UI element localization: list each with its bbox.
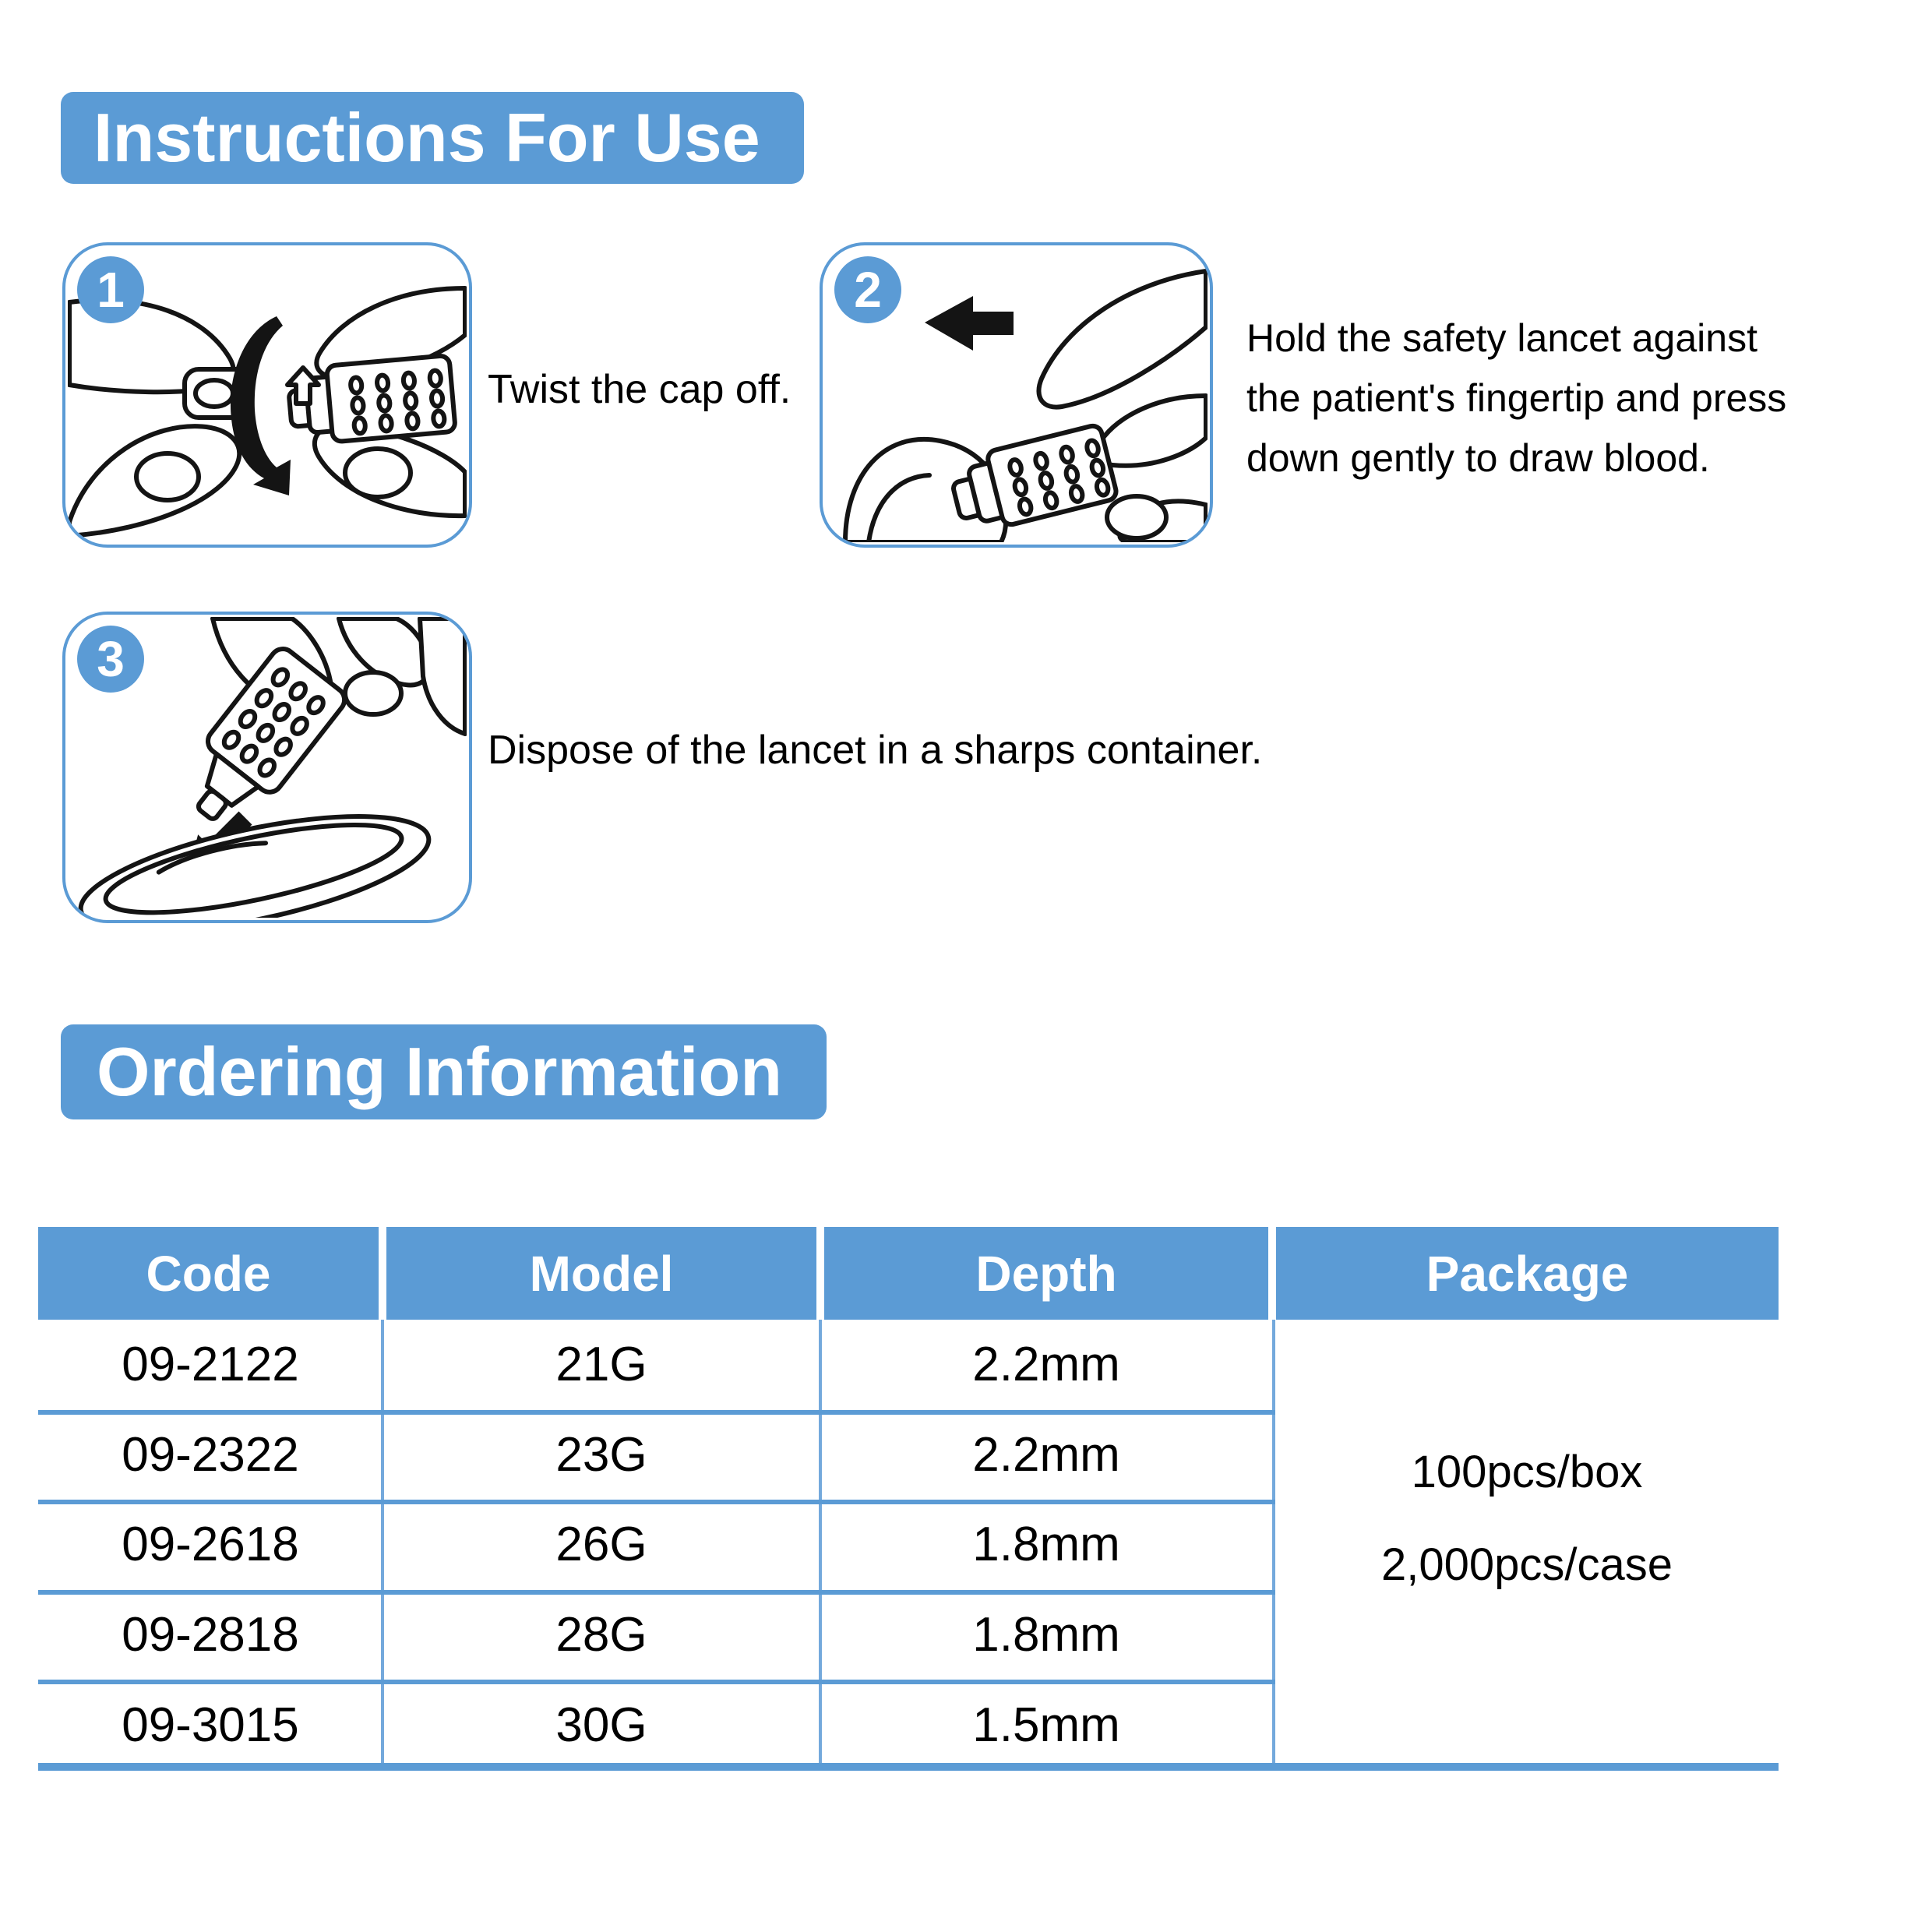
table-vertical-divider [1272, 1320, 1275, 1770]
package-line: 2,000pcs/case [1380, 1539, 1673, 1590]
table-header-row [38, 1227, 1779, 1320]
hand-graphic [1097, 396, 1206, 466]
cell-code: 09-2618 [122, 1518, 299, 1572]
thumbnail-graphic [345, 672, 401, 714]
table-row-divider [38, 1590, 1275, 1595]
sharps-container-graphic [72, 793, 438, 918]
hand-graphic [1038, 271, 1206, 407]
instructions-title: Instructions For Use [93, 99, 760, 176]
package-line: 100pcs/box [1411, 1446, 1643, 1497]
cell-model: 28G [555, 1608, 647, 1662]
step-1-number-badge [77, 256, 144, 323]
step-2-caption: Hold the safety lancet against the patient's fingertip and press down gently to draw blood. [1246, 316, 1787, 480]
step-3-number-badge [77, 626, 144, 693]
table-row [38, 1320, 1272, 1410]
step-2-number-badge [834, 256, 901, 323]
cell-depth: 2.2mm [972, 1427, 1120, 1482]
table-vertical-divider [819, 1320, 822, 1770]
press-arrow-icon [925, 296, 1014, 351]
table-row [38, 1680, 1272, 1770]
ordering-title: Ordering Information [97, 1033, 782, 1110]
table-row [38, 1590, 1272, 1680]
thumbnail-graphic [345, 449, 411, 497]
step-1-panel [62, 242, 472, 548]
cell-code: 09-2818 [122, 1608, 299, 1662]
table-row-divider [38, 1410, 1275, 1415]
package-merged-cell [1275, 1320, 1779, 1763]
cell-code: 09-2322 [122, 1427, 299, 1482]
table-row [38, 1500, 1272, 1590]
step-3-panel [62, 612, 472, 923]
table-body [38, 1320, 1272, 1770]
header-cell-depth: Depth [824, 1227, 1268, 1320]
cell-code: 09-2122 [122, 1338, 299, 1392]
hand-graphic [420, 619, 465, 734]
table-row [38, 1410, 1272, 1500]
cell-model: 30G [555, 1698, 647, 1752]
ordering-table [38, 1227, 1779, 1771]
step-1-number: 1 [97, 262, 125, 318]
cell-depth: 1.8mm [972, 1518, 1120, 1572]
step-2-number: 2 [854, 262, 882, 318]
table-row-divider [38, 1680, 1275, 1684]
header-cell-model: Model [386, 1227, 816, 1320]
thumbnail-graphic [1107, 496, 1166, 538]
cell-code: 09-3015 [122, 1698, 299, 1752]
rotate-arrow-icon [231, 316, 291, 495]
cell-model: 21G [555, 1338, 647, 1392]
cell-model: 23G [555, 1427, 647, 1482]
step-2-panel [820, 242, 1213, 548]
step-3-number: 3 [97, 631, 125, 687]
instructions-title-banner [61, 92, 804, 184]
cell-depth: 1.5mm [972, 1698, 1120, 1752]
ordering-title-banner [61, 1024, 827, 1119]
cell-depth: 1.8mm [972, 1608, 1120, 1662]
thumbnail-graphic [136, 453, 199, 500]
step-3-caption: Dispose of the lancet in a sharps container. [488, 728, 1263, 773]
cell-depth: 2.2mm [972, 1338, 1120, 1392]
table-bottom-border [38, 1763, 1779, 1771]
table-row-divider [38, 1500, 1275, 1504]
step-1-caption: Twist the cap off. [488, 367, 791, 412]
cap-window-graphic [196, 380, 233, 407]
header-cell-package: Package [1276, 1227, 1779, 1320]
header-cell-code: Code [38, 1227, 379, 1320]
table-vertical-divider [381, 1320, 384, 1770]
cell-model: 26G [555, 1518, 647, 1572]
